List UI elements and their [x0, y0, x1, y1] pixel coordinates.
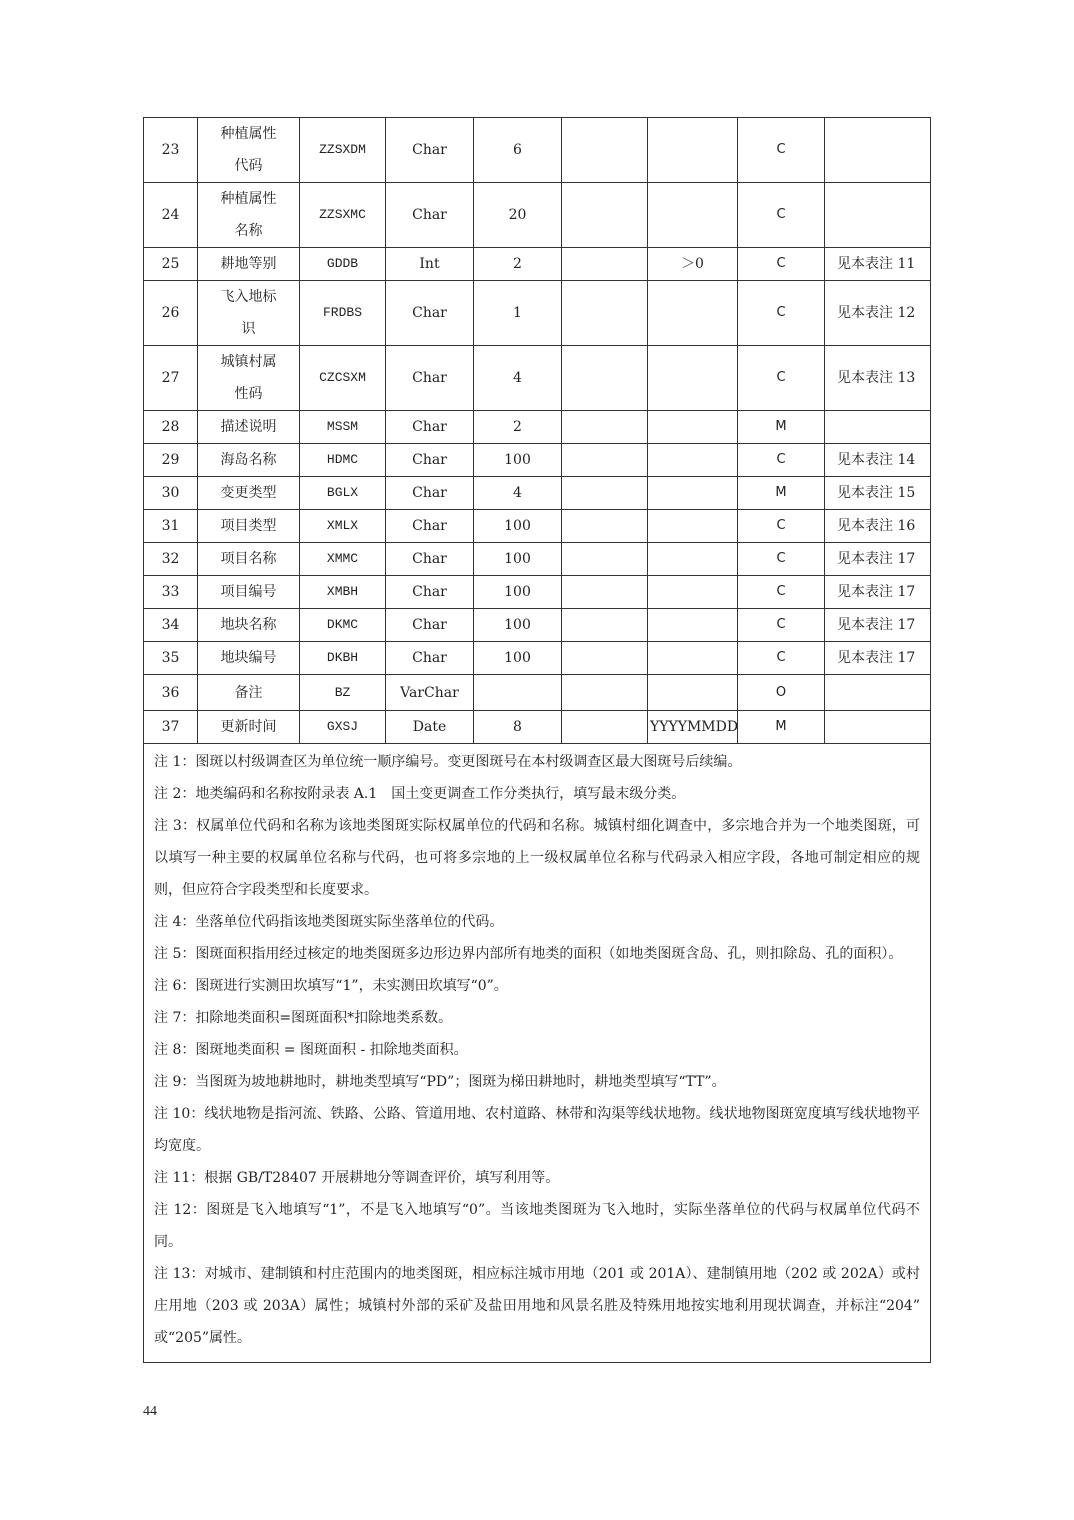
- field-note-cell: 见本表注 13: [825, 346, 931, 411]
- field-constraint-cell: M: [738, 711, 825, 744]
- field-note-cell: 见本表注 16: [825, 510, 931, 543]
- table-row: [144, 411, 931, 444]
- field-code-cell: BGLX: [300, 477, 386, 510]
- field-name-line: 种植属性: [220, 126, 277, 142]
- field-range-cell: [648, 183, 738, 248]
- field-name-cell: [198, 346, 300, 411]
- field-constraint-cell: M: [738, 411, 825, 444]
- field-type-cell: Char: [386, 411, 474, 444]
- field-range-cell: [648, 281, 738, 346]
- field-code-cell: XMLX: [300, 510, 386, 543]
- field-type-cell: Char: [386, 609, 474, 642]
- table-notes: [144, 744, 931, 1363]
- row-number-cell: 34: [144, 609, 198, 642]
- field-decimal-cell: [562, 183, 648, 248]
- row-number-cell: 36: [144, 675, 198, 711]
- table-row: [144, 118, 931, 183]
- field-length-cell: 8: [474, 711, 562, 744]
- field-note-cell: 见本表注 11: [825, 248, 931, 281]
- field-name-cell: 更新时间: [198, 711, 300, 744]
- field-constraint-cell: C: [738, 183, 825, 248]
- field-constraint-cell: M: [738, 477, 825, 510]
- field-constraint-cell: C: [738, 576, 825, 609]
- field-decimal-cell: [562, 675, 648, 711]
- table-note: 注 7：扣除地类面积=图斑面积*扣除地类系数。: [154, 1010, 453, 1026]
- field-note-cell: 见本表注 14: [825, 444, 931, 477]
- field-code-cell: FRDBS: [300, 281, 386, 346]
- field-constraint-cell: C: [738, 444, 825, 477]
- field-constraint-cell: C: [738, 609, 825, 642]
- field-name-cell: 项目名称: [198, 543, 300, 576]
- field-range-cell: [648, 543, 738, 576]
- field-name-line: 代码: [234, 158, 263, 174]
- field-name-cell: 备注: [198, 675, 300, 711]
- field-type-cell: Char: [386, 543, 474, 576]
- field-range-cell: [648, 477, 738, 510]
- field-name-cell: [198, 281, 300, 346]
- field-type-cell: VarChar: [386, 675, 474, 711]
- field-length-cell: 100: [474, 642, 562, 675]
- field-decimal-cell: [562, 642, 648, 675]
- field-constraint-cell: C: [738, 543, 825, 576]
- field-note-cell: [825, 118, 931, 183]
- row-number-cell: 30: [144, 477, 198, 510]
- row-number-cell: 24: [144, 183, 198, 248]
- table-note: 注 11：根据 GB/T28407 开展耕地分等调查评价，填写利用等。: [154, 1170, 560, 1186]
- row-number-cell: 37: [144, 711, 198, 744]
- notes-row: [144, 744, 931, 1363]
- field-code-cell: XMBH: [300, 576, 386, 609]
- field-constraint-cell: C: [738, 510, 825, 543]
- field-decimal-cell: [562, 281, 648, 346]
- field-type-cell: Char: [386, 183, 474, 248]
- field-type-cell: Char: [386, 346, 474, 411]
- field-name-cell: 地块名称: [198, 609, 300, 642]
- field-decimal-cell: [562, 477, 648, 510]
- table-note: 注 8：图斑地类面积 = 图斑面积 - 扣除地类面积。: [154, 1042, 468, 1058]
- row-number-cell: 33: [144, 576, 198, 609]
- field-range-cell: [648, 675, 738, 711]
- field-length-cell: 100: [474, 543, 562, 576]
- field-name-cell: [198, 183, 300, 248]
- table-note: 注 13：对城市、建制镇和村庄范围内的地类图斑，相应标注城市用地（201 或 201A）、建制镇用地（202 或 202A）或村庄用地（203 或 203A）属性；城镇村外部的采矿及盐田用地和风景名胜及特殊用地按实地利用现状调查，并标注“204” 或“205”属性。: [154, 1266, 920, 1346]
- row-number-cell: 29: [144, 444, 198, 477]
- table-row: [144, 510, 931, 543]
- field-length-cell: 2: [474, 248, 562, 281]
- field-code-cell: XMMC: [300, 543, 386, 576]
- field-code-cell: BZ: [300, 675, 386, 711]
- field-constraint-cell: C: [738, 118, 825, 183]
- table-row: [144, 183, 931, 248]
- field-code-cell: CZCSXM: [300, 346, 386, 411]
- field-constraint-cell: C: [738, 346, 825, 411]
- table-row: [144, 609, 931, 642]
- field-length-cell: 100: [474, 609, 562, 642]
- field-type-cell: Char: [386, 281, 474, 346]
- field-name-cell: 海岛名称: [198, 444, 300, 477]
- row-number-cell: 31: [144, 510, 198, 543]
- field-range-cell: [648, 118, 738, 183]
- field-range-cell: [648, 510, 738, 543]
- table-note: 注 2：地类编码和名称按附录表 A.1 国土变更调查工作分类执行，填写最末级分类。: [154, 786, 686, 802]
- field-constraint-cell: O: [738, 675, 825, 711]
- field-note-cell: 见本表注 17: [825, 609, 931, 642]
- field-decimal-cell: [562, 248, 648, 281]
- field-code-cell: ZZSXDM: [300, 118, 386, 183]
- field-decimal-cell: [562, 609, 648, 642]
- table-note: 注 6：图斑进行实测田坎填写“1”，未实测田坎填写“0”。: [154, 978, 508, 994]
- field-code-cell: DKMC: [300, 609, 386, 642]
- field-length-cell: 100: [474, 510, 562, 543]
- field-name-cell: 项目类型: [198, 510, 300, 543]
- field-type-cell: Int: [386, 248, 474, 281]
- table-note: 注 12：图斑是飞入地填写“1”，不是飞入地填写“0”。当该地类图斑为飞入地时，实际坐落单位的代码与权属单位代码不同。: [154, 1202, 920, 1250]
- field-length-cell: 2: [474, 411, 562, 444]
- field-range-cell: [648, 346, 738, 411]
- field-range-cell: YYYYMMDD: [648, 711, 738, 744]
- table-note: 注 1：图斑以村级调查区为单位统一顺序编号。变更图斑号在本村级调查区最大图斑号后续编。: [154, 754, 742, 770]
- field-range-cell: [648, 642, 738, 675]
- row-number-cell: 32: [144, 543, 198, 576]
- table-row: [144, 642, 931, 675]
- field-type-cell: Char: [386, 118, 474, 183]
- field-name-cell: 耕地等别: [198, 248, 300, 281]
- field-note-cell: 见本表注 12: [825, 281, 931, 346]
- field-name-line: 名称: [234, 223, 263, 239]
- field-type-cell: Char: [386, 642, 474, 675]
- field-name-line: 性码: [234, 386, 263, 402]
- field-decimal-cell: [562, 346, 648, 411]
- field-note-cell: 见本表注 17: [825, 543, 931, 576]
- row-number-cell: 27: [144, 346, 198, 411]
- field-length-cell: 1: [474, 281, 562, 346]
- table-row: [144, 281, 931, 346]
- field-range-cell: [648, 609, 738, 642]
- field-name-line: 飞入地标: [220, 289, 277, 305]
- field-decimal-cell: [562, 118, 648, 183]
- table-row: [144, 477, 931, 510]
- field-name-cell: 地块编号: [198, 642, 300, 675]
- table-row: [144, 675, 931, 711]
- field-code-cell: HDMC: [300, 444, 386, 477]
- field-note-cell: 见本表注 15: [825, 477, 931, 510]
- table-row: [144, 444, 931, 477]
- table-note: 注 3：权属单位代码和名称为该地类图斑实际权属单位的代码和名称。城镇村细化调查中，多宗地合并为一个地类图斑，可以填写一种主要的权属单位名称与代码，也可将多宗地的上一级权属单位名称与代码录入相应字段，各地可制定相应的规则，但应符合字段类型和长度要求。: [154, 818, 920, 898]
- field-type-cell: Date: [386, 711, 474, 744]
- field-type-cell: Char: [386, 444, 474, 477]
- field-name-cell: 描述说明: [198, 411, 300, 444]
- field-range-cell: ＞0: [648, 248, 738, 281]
- field-note-cell: [825, 411, 931, 444]
- table-note: 注 4：坐落单位代码指该地类图斑实际坐落单位的代码。: [154, 914, 504, 930]
- field-definition-table: [143, 117, 931, 1363]
- row-number-cell: 25: [144, 248, 198, 281]
- table-row: [144, 576, 931, 609]
- table-row: [144, 711, 931, 744]
- field-note-cell: [825, 183, 931, 248]
- field-name-line: 城镇村属: [220, 354, 277, 370]
- field-decimal-cell: [562, 576, 648, 609]
- field-range-cell: [648, 444, 738, 477]
- table-note: 注 5：图斑面积指用经过核定的地类图斑多边形边界内部所有地类的面积（如地类图斑含岛、孔，则扣除岛、孔的面积）。: [154, 946, 903, 962]
- field-name-cell: [198, 118, 300, 183]
- field-name-cell: 项目编号: [198, 576, 300, 609]
- table-row: [144, 346, 931, 411]
- field-decimal-cell: [562, 711, 648, 744]
- field-name-cell: 变更类型: [198, 477, 300, 510]
- field-note-cell: [825, 675, 931, 711]
- field-length-cell: 20: [474, 183, 562, 248]
- field-name-line: 识: [241, 321, 256, 337]
- table-row: [144, 543, 931, 576]
- field-type-cell: Char: [386, 576, 474, 609]
- row-number-cell: 35: [144, 642, 198, 675]
- field-length-cell: 4: [474, 477, 562, 510]
- field-note-cell: 见本表注 17: [825, 576, 931, 609]
- field-length-cell: 100: [474, 576, 562, 609]
- page-number: 44: [143, 1404, 157, 1419]
- field-range-cell: [648, 411, 738, 444]
- field-decimal-cell: [562, 543, 648, 576]
- field-length-cell: [474, 675, 562, 711]
- field-code-cell: GXSJ: [300, 711, 386, 744]
- row-number-cell: 26: [144, 281, 198, 346]
- field-note-cell: 见本表注 17: [825, 642, 931, 675]
- table-note: 注 9：当图斑为坡地耕地时，耕地类型填写“PD”；图斑为梯田耕地时，耕地类型填写“TT”。: [154, 1074, 726, 1090]
- field-length-cell: 6: [474, 118, 562, 183]
- field-decimal-cell: [562, 510, 648, 543]
- field-length-cell: 100: [474, 444, 562, 477]
- table-row: [144, 248, 931, 281]
- field-code-cell: GDDB: [300, 248, 386, 281]
- field-code-cell: ZZSXMC: [300, 183, 386, 248]
- field-constraint-cell: C: [738, 248, 825, 281]
- field-length-cell: 4: [474, 346, 562, 411]
- field-code-cell: DKBH: [300, 642, 386, 675]
- field-constraint-cell: C: [738, 281, 825, 346]
- field-decimal-cell: [562, 411, 648, 444]
- field-code-cell: MSSM: [300, 411, 386, 444]
- field-note-cell: [825, 711, 931, 744]
- field-type-cell: Char: [386, 477, 474, 510]
- table-note: 注 10：线状地物是指河流、铁路、公路、管道用地、农村道路、林带和沟渠等线状地物。线状地物图斑宽度填写线状地物平均宽度。: [154, 1106, 920, 1154]
- row-number-cell: 28: [144, 411, 198, 444]
- field-type-cell: Char: [386, 510, 474, 543]
- field-name-line: 种植属性: [220, 191, 277, 207]
- field-decimal-cell: [562, 444, 648, 477]
- row-number-cell: 23: [144, 118, 198, 183]
- field-range-cell: [648, 576, 738, 609]
- field-constraint-cell: C: [738, 642, 825, 675]
